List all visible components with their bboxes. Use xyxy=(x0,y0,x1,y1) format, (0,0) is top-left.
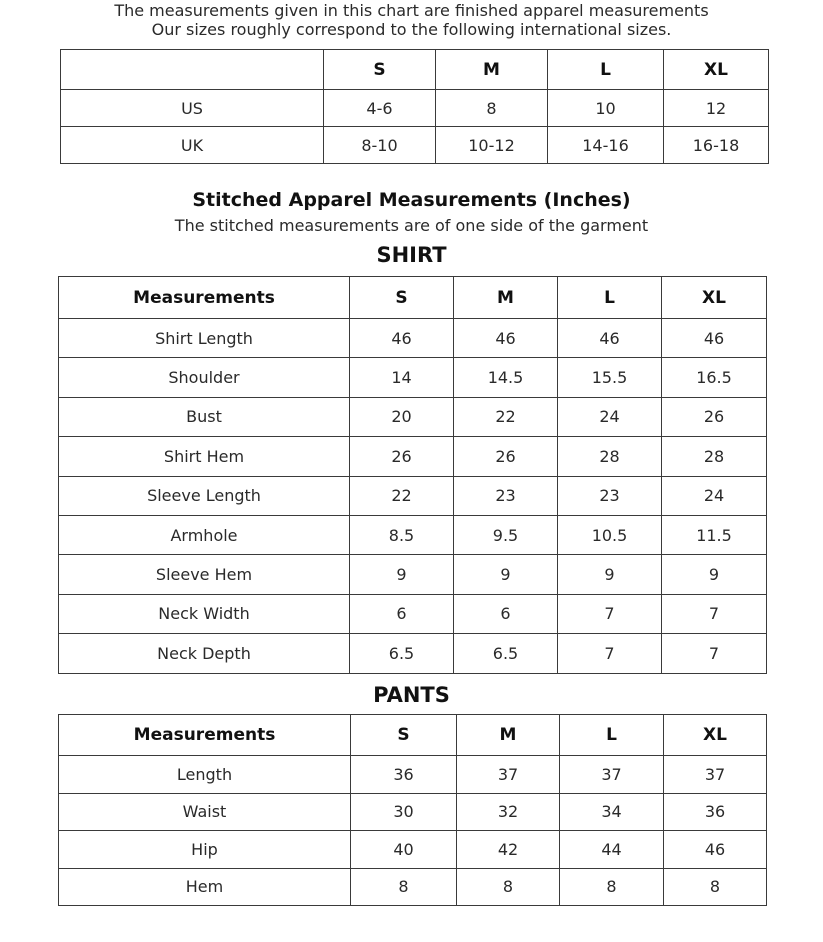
table-cell: 11.5 xyxy=(662,515,767,554)
table-cell: 8 xyxy=(351,868,457,906)
header-cell-l: L xyxy=(558,277,662,319)
pants-section-title: PANTS xyxy=(373,683,450,707)
table-cell: 14-16 xyxy=(548,127,664,164)
table-cell: 36 xyxy=(664,793,767,831)
table-cell: 46 xyxy=(662,319,767,358)
table-cell: 7 xyxy=(558,634,662,673)
row-label: Bust xyxy=(59,397,350,436)
header-cell-s: S xyxy=(350,277,454,319)
table-header-row xyxy=(61,50,769,90)
table-cell: 37 xyxy=(457,756,560,794)
header-cell-m: M xyxy=(436,50,548,90)
row-label: Hip xyxy=(59,831,351,869)
table-cell: 10 xyxy=(548,90,664,127)
row-label: Neck Depth xyxy=(59,634,350,673)
row-label: Shirt Length xyxy=(59,319,350,358)
table-cell: 8 xyxy=(457,868,560,906)
header-cell-l: L xyxy=(560,715,664,756)
table-row xyxy=(59,831,767,869)
row-label: Sleeve Hem xyxy=(59,555,350,594)
header-cell-m: M xyxy=(454,277,558,319)
row-label: Hem xyxy=(59,868,351,906)
row-label: Armhole xyxy=(59,515,350,554)
stitched-title: Stitched Apparel Measurements (Inches) xyxy=(192,189,631,211)
table-cell: 6.5 xyxy=(350,634,454,673)
table-cell: 8.5 xyxy=(350,515,454,554)
row-label: UK xyxy=(61,127,324,164)
table-row xyxy=(61,127,769,164)
stitched-subtitle: The stitched measurements are of one side of the garment xyxy=(174,216,649,235)
table-cell: 9 xyxy=(662,555,767,594)
header-cell-l: L xyxy=(548,50,664,90)
table-cell: 7 xyxy=(662,594,767,633)
table-cell: 10.5 xyxy=(558,515,662,554)
header-cell-xl: XL xyxy=(664,50,769,90)
table-header-row xyxy=(59,715,767,756)
table-row xyxy=(59,437,767,476)
table-cell: 22 xyxy=(454,397,558,436)
header-cell-measurements: Measurements xyxy=(59,715,351,756)
table-row xyxy=(59,515,767,554)
header-cell-m: M xyxy=(457,715,560,756)
table-row xyxy=(59,555,767,594)
table-cell: 34 xyxy=(560,793,664,831)
table-row xyxy=(59,358,767,397)
table-cell: 9.5 xyxy=(454,515,558,554)
table-cell: 28 xyxy=(558,437,662,476)
table-cell: 42 xyxy=(457,831,560,869)
table-cell: 23 xyxy=(454,476,558,515)
table-cell: 7 xyxy=(662,634,767,673)
table-cell: 8 xyxy=(436,90,548,127)
table-cell: 6 xyxy=(454,594,558,633)
row-label: Sleeve Length xyxy=(59,476,350,515)
row-label: Shoulder xyxy=(59,358,350,397)
table-cell: 30 xyxy=(351,793,457,831)
pants-measurements-table xyxy=(58,714,767,906)
table-cell: 16.5 xyxy=(662,358,767,397)
table-cell: 4-6 xyxy=(324,90,436,127)
table-cell: 12 xyxy=(664,90,769,127)
table-cell: 28 xyxy=(662,437,767,476)
header-cell-s: S xyxy=(324,50,436,90)
table-cell: 46 xyxy=(664,831,767,869)
row-label: US xyxy=(61,90,324,127)
table-cell: 46 xyxy=(558,319,662,358)
table-cell: 37 xyxy=(560,756,664,794)
table-cell: 32 xyxy=(457,793,560,831)
table-row xyxy=(59,756,767,794)
table-cell: 14.5 xyxy=(454,358,558,397)
table-cell: 9 xyxy=(558,555,662,594)
header-cell-xl: XL xyxy=(664,715,767,756)
table-row xyxy=(59,594,767,633)
table-cell: 40 xyxy=(351,831,457,869)
table-cell: 8 xyxy=(664,868,767,906)
row-label: Waist xyxy=(59,793,351,831)
header-cell xyxy=(61,50,324,90)
table-cell: 10-12 xyxy=(436,127,548,164)
table-cell: 22 xyxy=(350,476,454,515)
row-label: Length xyxy=(59,756,351,794)
table-cell: 15.5 xyxy=(558,358,662,397)
table-cell: 7 xyxy=(558,594,662,633)
header-cell-s: S xyxy=(351,715,457,756)
row-label: Shirt Hem xyxy=(59,437,350,476)
table-cell: 37 xyxy=(664,756,767,794)
table-cell: 26 xyxy=(454,437,558,476)
table-cell: 26 xyxy=(662,397,767,436)
table-cell: 24 xyxy=(558,397,662,436)
header-cell-measurements: Measurements xyxy=(59,277,350,319)
table-cell: 9 xyxy=(350,555,454,594)
intro-line-1: The measurements given in this chart are finished apparel measurements xyxy=(114,1,709,20)
table-cell: 44 xyxy=(560,831,664,869)
intro-line-2: Our sizes roughly correspond to the following international sizes. xyxy=(151,20,672,39)
table-row xyxy=(61,90,769,127)
shirt-measurements-table xyxy=(58,276,767,674)
table-cell: 14 xyxy=(350,358,454,397)
intro-text xyxy=(0,1,823,39)
table-row xyxy=(59,476,767,515)
table-cell: 46 xyxy=(350,319,454,358)
table-cell: 6 xyxy=(350,594,454,633)
table-cell: 23 xyxy=(558,476,662,515)
table-row xyxy=(59,868,767,906)
table-header-row xyxy=(59,277,767,319)
table-cell: 36 xyxy=(351,756,457,794)
table-row xyxy=(59,793,767,831)
shirt-section-title: SHIRT xyxy=(376,243,447,267)
table-cell: 26 xyxy=(350,437,454,476)
header-cell-xl: XL xyxy=(662,277,767,319)
table-row xyxy=(59,319,767,358)
table-row xyxy=(59,634,767,673)
table-cell: 8 xyxy=(560,868,664,906)
table-cell: 16-18 xyxy=(664,127,769,164)
table-cell: 8-10 xyxy=(324,127,436,164)
table-row xyxy=(59,397,767,436)
table-cell: 9 xyxy=(454,555,558,594)
table-cell: 6.5 xyxy=(454,634,558,673)
table-cell: 24 xyxy=(662,476,767,515)
international-size-table xyxy=(60,49,769,164)
table-cell: 46 xyxy=(454,319,558,358)
table-cell: 20 xyxy=(350,397,454,436)
row-label: Neck Width xyxy=(59,594,350,633)
